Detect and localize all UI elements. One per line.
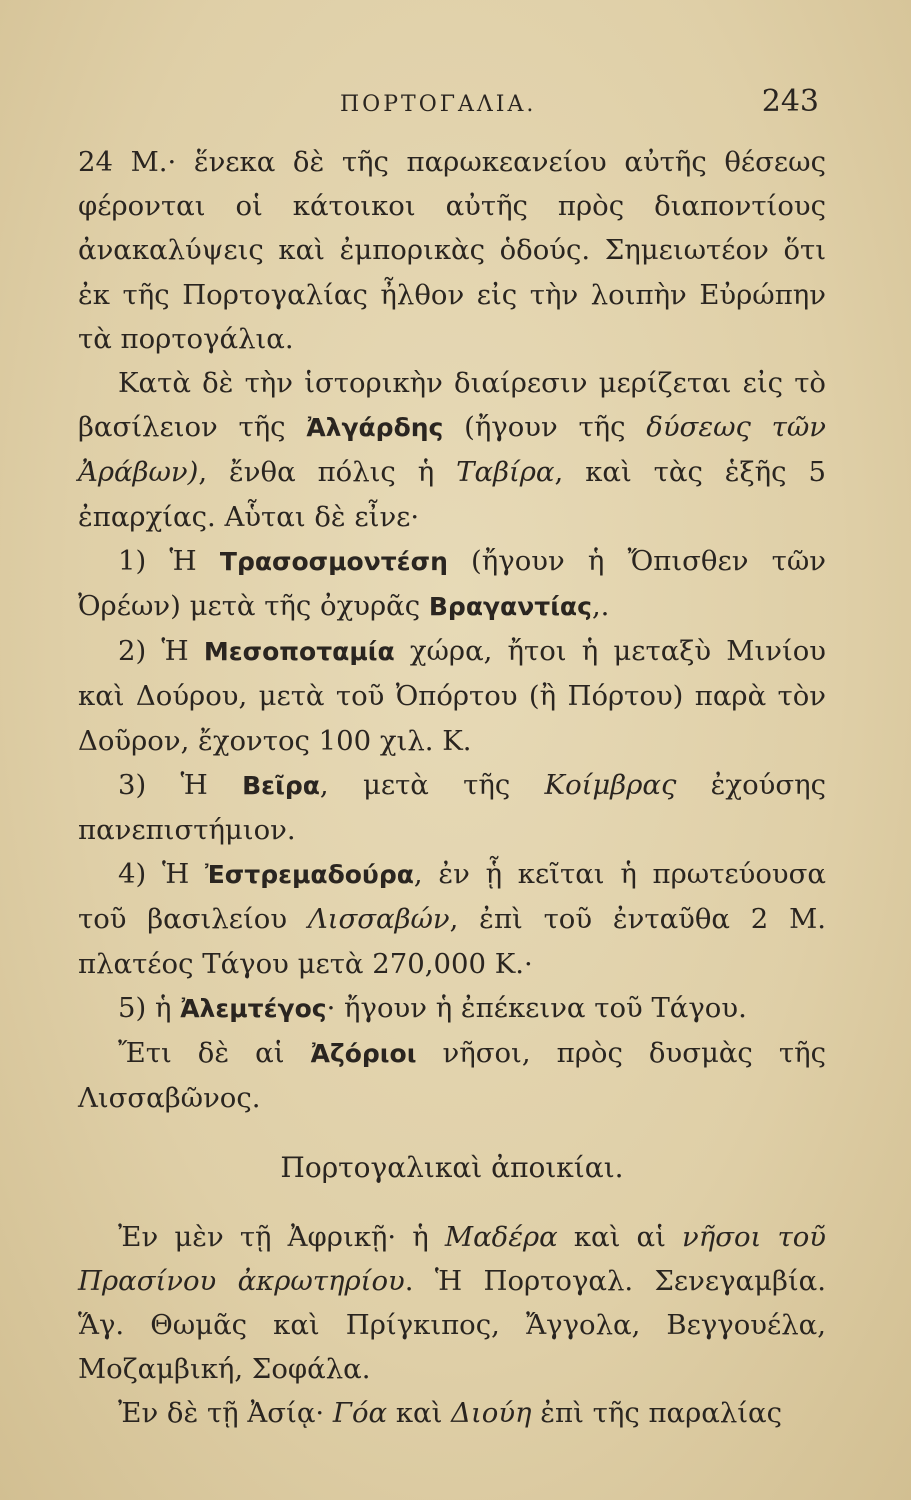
text-run: ,.	[591, 590, 610, 623]
running-header	[0, 84, 911, 132]
term-tavira: Ταβίρα	[456, 456, 555, 489]
paragraph-asia	[78, 1391, 826, 1435]
term-tras-os-montes: Τρασοσμοντέση	[219, 546, 448, 576]
text-run: Ἐν μὲν τῇ Ἀφρικῇ· ἡ	[118, 1220, 445, 1253]
text-run: , ἐν ᾗ κεῖται ἡ πρωτεύουσα τοῦ βασιλείου	[78, 858, 826, 936]
text-run: , ἐπὶ τοῦ ἐνταῦθα 2 Μ. πλατέος Τάγου μετὰ 270,000 Κ.·	[78, 903, 826, 980]
text-run: · ἤγουν ἡ ἐπέκεινα τοῦ Τάγου.	[326, 991, 747, 1024]
text-run: (ἤγουν τῆς	[443, 411, 647, 444]
text-run: , ἔνθα πόλις ἡ	[198, 456, 457, 489]
paragraph-intro-text: 24 Μ.· ἕνεκα δὲ τῆς παρωκεανείου αὐτῆς θέσεως φέρονται οἱ κάτοικοι αὐτῆς πρὸς διαποντίους ἀνακαλύψεις καὶ ἐμπορικὰς ὁδούς. Σημειωτέον ὅτι ἐκ τῆς Πορτογαλίας ἦλθον εἰς τὴν λοιπὴν Εὐρώπην τὰ πορτογάλια.	[78, 146, 826, 355]
term-estremadura: Ἐστρεμαδούρα	[204, 860, 414, 890]
text-run: . Ἡ Πορτογαλ. Σενεγαμβία. Ἅγ. Θωμᾶς καὶ Πρίγκιπος, Ἄγγολα, Βεγγουέλα, Μοζαμβική, Σοφάλα.	[78, 1264, 826, 1386]
section-subheading: Πορτογαλικαὶ ἀποικίαι.	[280, 1151, 624, 1185]
term-azores: Ἀζόριοι	[310, 1039, 417, 1069]
text-run: , καὶ τὰς ἑξῆς 5 ἐπαρχίας. Αὗται δὲ εἶνε·	[78, 456, 826, 533]
text-run: ἐπὶ τῆς παραλίας	[531, 1397, 783, 1430]
text-run: Ἐν δὲ τῇ Ἀσίᾳ·	[118, 1397, 333, 1430]
text-run: 3) Ἡ	[118, 768, 243, 801]
list-item-2	[78, 629, 826, 763]
term-west-of-arabs: δύσεως τῶν Ἀράβων)	[78, 411, 826, 489]
text-run: , μετὰ τῆς	[319, 768, 545, 801]
list-item-4	[78, 852, 826, 986]
text-run: νῆσοι, πρὸς δυσμὰς τῆς Λισσαβῶνος.	[78, 1037, 826, 1115]
list-item-5	[78, 986, 826, 1031]
term-coimbra: Κοίμβρας	[544, 768, 677, 801]
text-run: 2) Ἡ	[118, 635, 204, 668]
term-goa: Γόα	[332, 1397, 388, 1430]
text-run: 1) Ἡ	[118, 544, 220, 577]
text-run: καὶ	[387, 1397, 452, 1430]
page-number: 243	[761, 84, 819, 119]
term-alentejo: Ἀλεμτέγος	[180, 993, 327, 1023]
term-braganca: Βραγαντίας	[428, 592, 592, 622]
text-run: 5) ἡ	[118, 991, 181, 1024]
text-run: ἐχούσης πανεπιστήμιον.	[78, 768, 826, 847]
term-lisbon: Λισσαβών	[307, 903, 450, 936]
term-entre-douro-minho: Μεσοποταμία	[203, 637, 395, 667]
text-run: (ἤγουν ἡ Ὄπισθεν τῶν Ὀρέων) μετὰ τῆς ὀχυρᾶς	[78, 544, 826, 623]
text-run: Ἔτι δὲ αἱ	[118, 1037, 311, 1070]
term-algarve: Ἀλγάρδης	[306, 413, 444, 443]
term-beira: Βεῖρα	[242, 770, 320, 800]
list-item-1	[78, 539, 826, 629]
text-run: Κατὰ δὲ τὴν ἱστορικὴν διαίρεσιν μερίζεται εἰς τὸ βασίλειον τῆς	[78, 367, 826, 444]
paragraph-africa	[78, 1215, 826, 1392]
text-run: 4) Ἡ	[118, 858, 205, 891]
term-diu: Διούη	[451, 1397, 532, 1430]
text-run: χώρα, ἤτοι ἡ μεταξὺ Μινίου καὶ Δούρου, μετὰ τοῦ Ὀπόρτου (ἢ Πόρτου) παρὰ τὸν Δοῦρον, ἔχοντος 100 χιλ. Κ.	[78, 635, 826, 757]
term-madeira: Μαδέρα	[444, 1220, 558, 1253]
page-body	[78, 140, 826, 1436]
text-run: καὶ αἱ	[557, 1220, 683, 1253]
paragraph-division	[78, 361, 826, 539]
paragraph-intro	[78, 140, 826, 361]
term-cape-verde: νῆσοι τοῦ Πρασίνου ἀκρωτηρίου	[78, 1220, 826, 1297]
running-title: ΠΟΡΤΟΓΑΛΙΑ.	[340, 92, 537, 117]
paragraph-azores	[78, 1031, 826, 1120]
list-item-3	[78, 763, 826, 852]
